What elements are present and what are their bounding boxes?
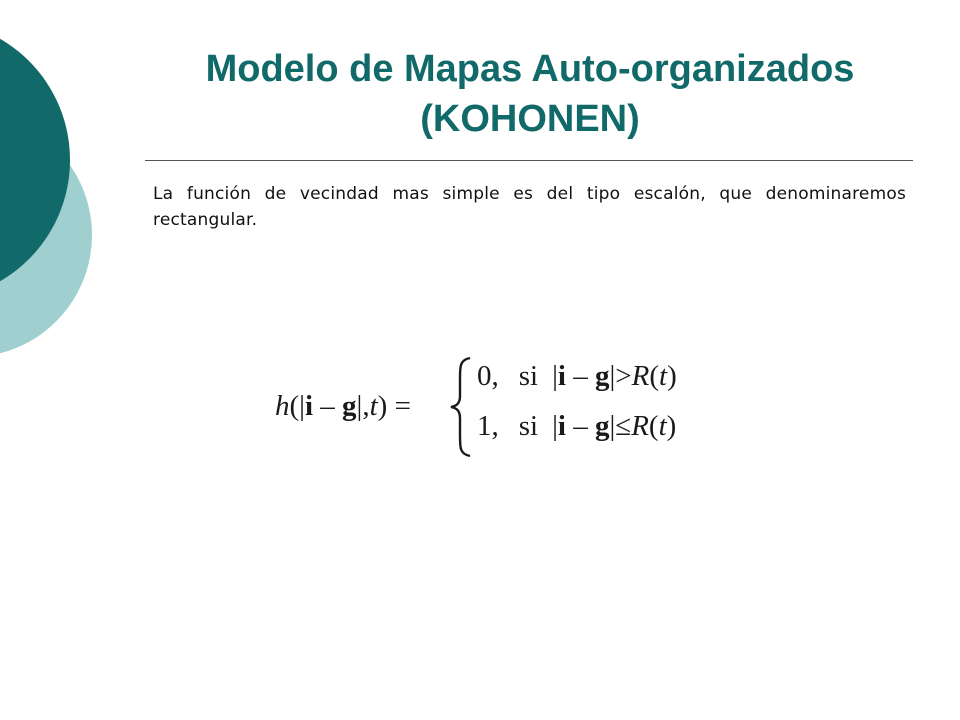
title-divider bbox=[145, 160, 913, 161]
slide-title bbox=[140, 44, 920, 144]
curly-brace bbox=[448, 356, 474, 458]
formula-lhs: h(|i – g|,t) = bbox=[275, 390, 411, 422]
decorative-circles bbox=[0, 0, 140, 400]
formula-case-1: 0, si |i – g|>R(t) bbox=[477, 360, 677, 392]
title-line-1: Modelo de Mapas Auto-organizados bbox=[205, 48, 855, 90]
title-line-2: (KOHONEN) bbox=[420, 98, 640, 140]
formula-case-2: 1, si |i – g|≤R(t) bbox=[477, 410, 677, 442]
body-paragraph: La función de vecindad mas simple es del tipo escalón, que denominaremos rectangular. bbox=[153, 184, 906, 230]
neighborhood-formula bbox=[265, 352, 725, 462]
